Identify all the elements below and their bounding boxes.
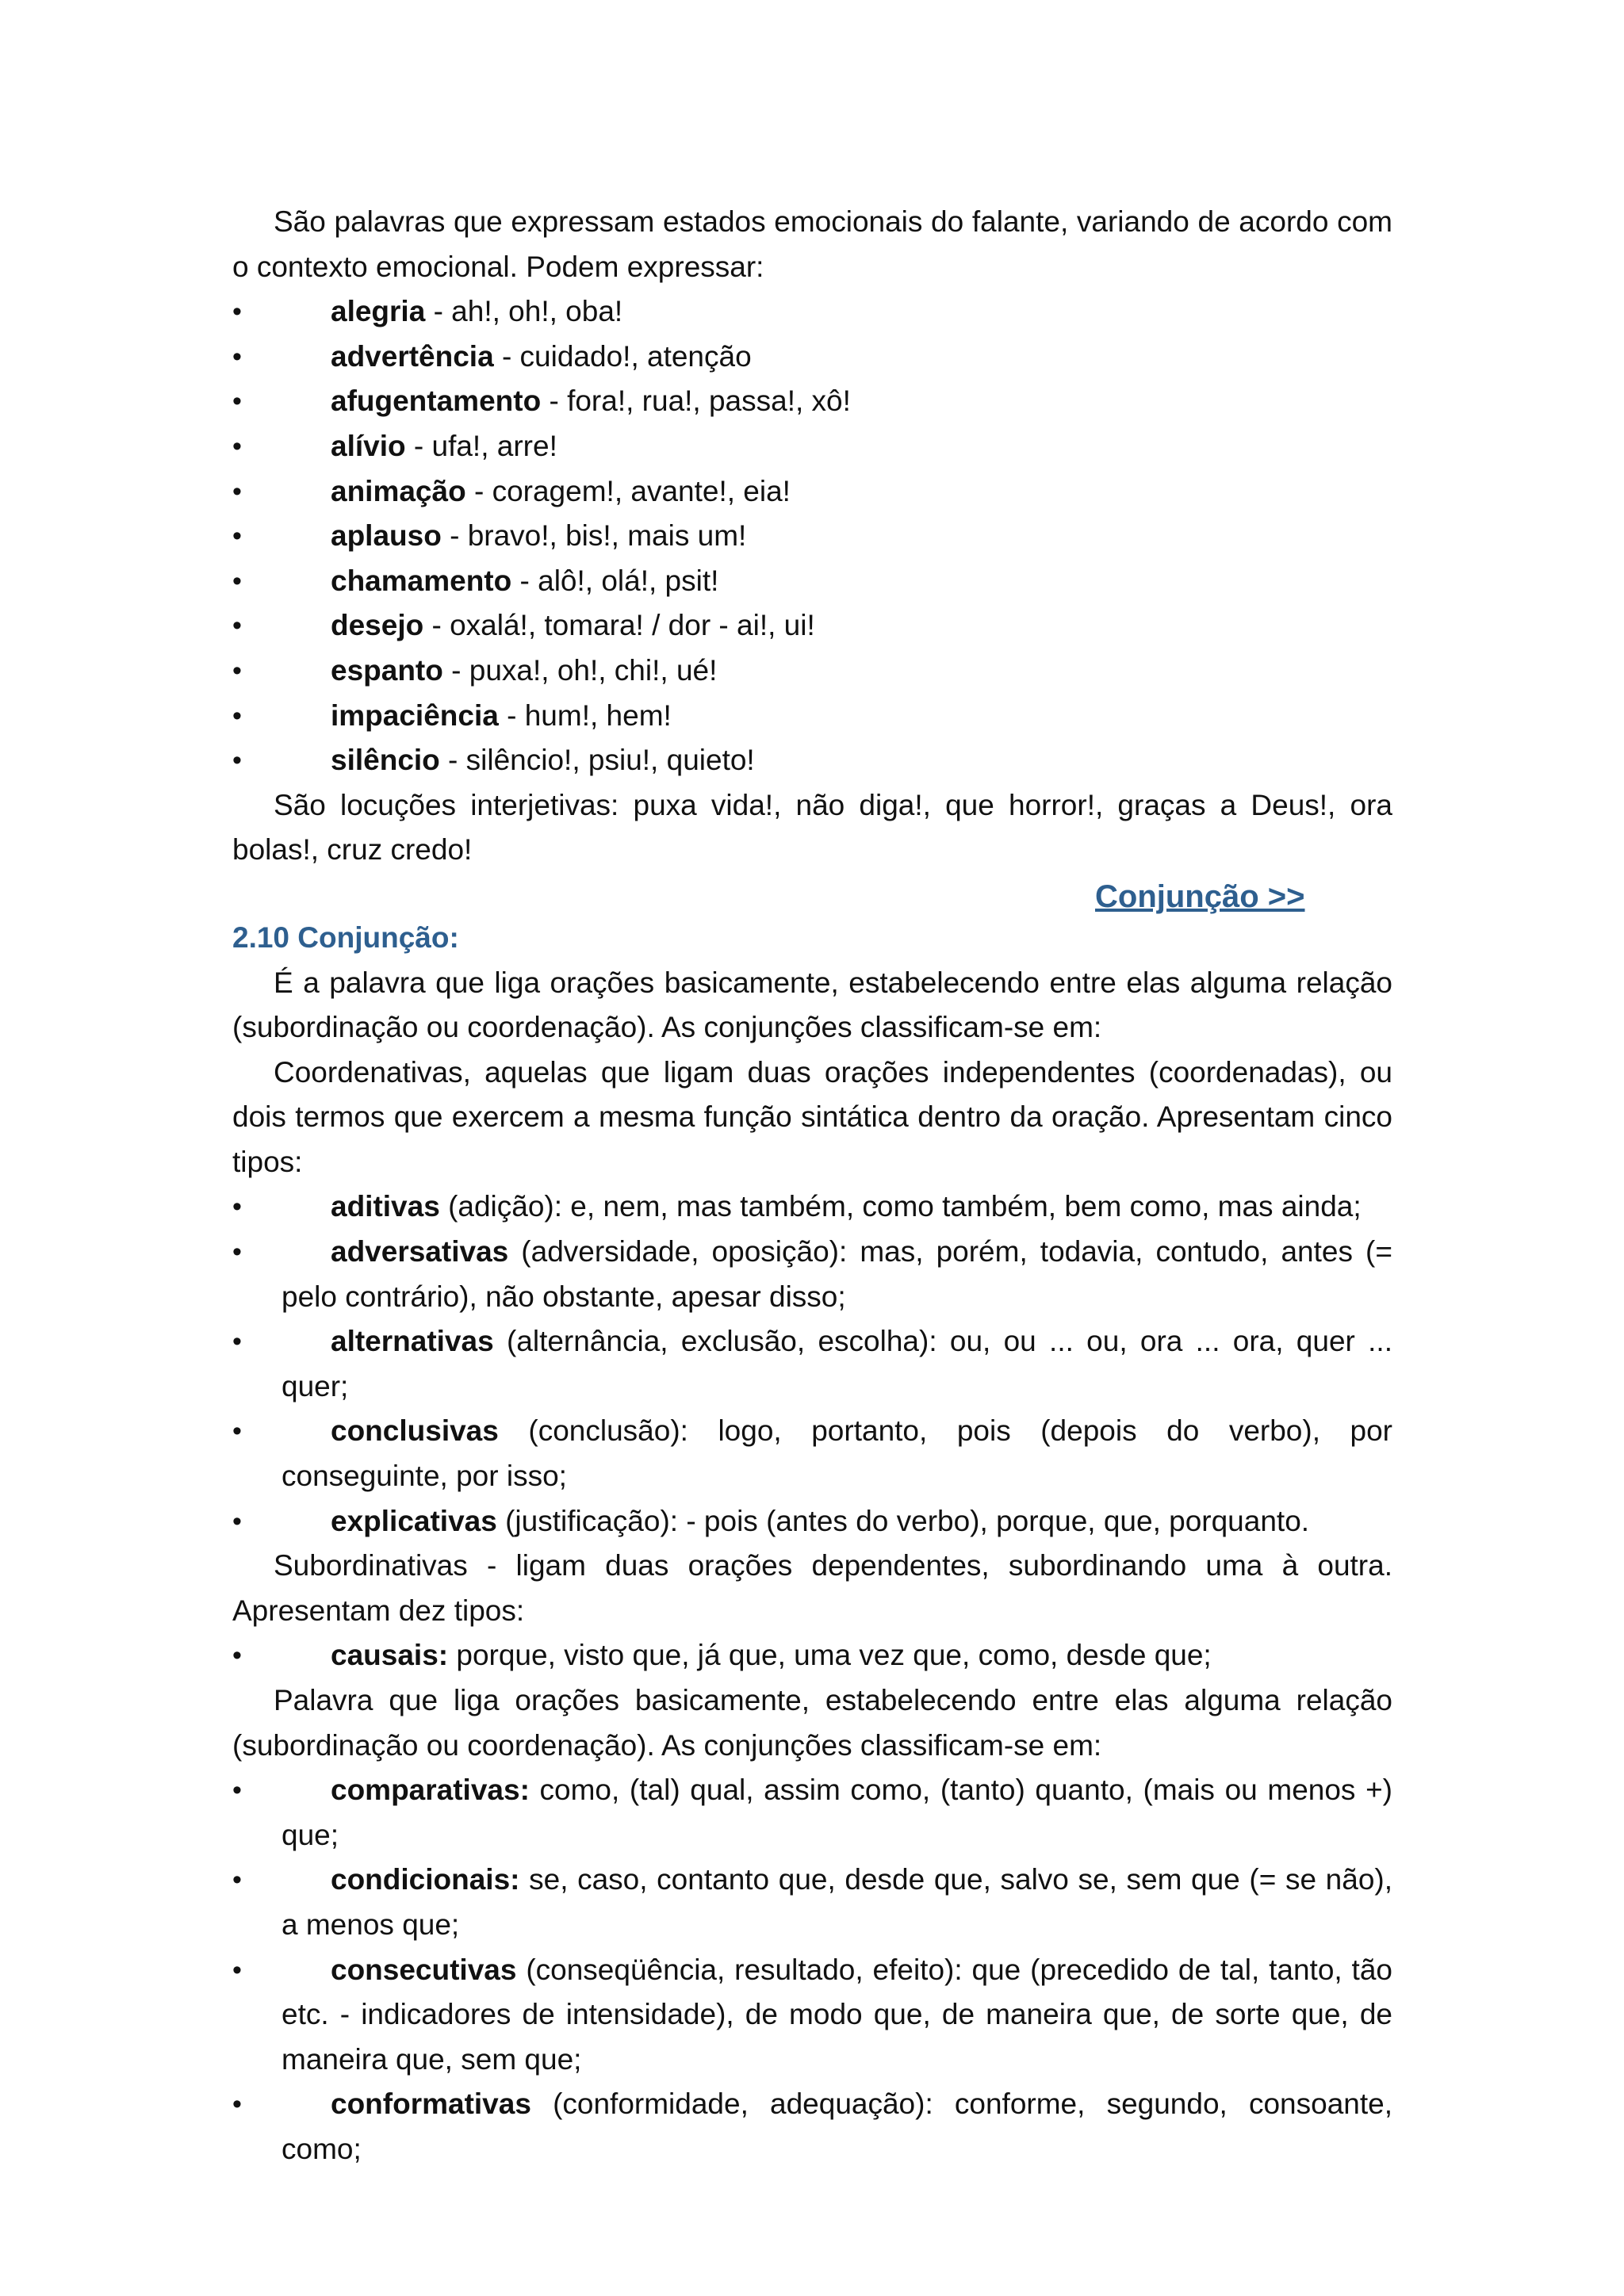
list-item — [232, 1409, 1392, 1498]
list-item-term: alegria — [331, 295, 426, 328]
subordinative-list-2 — [232, 1768, 1392, 2172]
list-item — [232, 1230, 1392, 1319]
list-item-term: aplauso — [331, 519, 442, 553]
list-item-term: desejo — [331, 609, 424, 642]
list-item — [232, 469, 1392, 515]
subord-intro-paragraph: Subordinativas - ligam duas orações dependentes, subordinando uma à outra. Apresentam dez tipos: — [232, 1549, 1392, 1627]
list-item-text: - oxalá!, tomara! / dor - ai!, ui! — [423, 609, 815, 642]
list-item-term: advertência — [331, 339, 494, 373]
list-item-term: animação — [331, 474, 466, 507]
list-item — [232, 1184, 1392, 1230]
list-item-text: - puxa!, oh!, chi!, ué! — [442, 653, 718, 687]
list-item — [232, 1948, 1392, 2083]
list-item — [232, 694, 1392, 739]
list-item-term: conformativas — [331, 2087, 531, 2121]
conjuncao-link[interactable]: Conjunção >> — [1095, 878, 1305, 914]
list-item — [232, 649, 1392, 694]
list-item-text: : e, nem, mas também, como também, bem como, mas ainda; — [553, 1190, 1362, 1223]
conj-intro-paragraph: É a palavra que liga orações basicamente, estabelecendo entre elas alguma relação (subordinação ou coordenação). As conjunções classificam-se em: — [232, 966, 1392, 1044]
list-item-term: silêncio — [331, 744, 440, 777]
list-item-term: chamamento — [331, 564, 512, 597]
document-body — [232, 200, 1392, 2172]
list-item-text: - bravo!, bis!, mais um! — [441, 519, 747, 553]
list-item — [232, 1858, 1392, 1947]
list-item-text: se, caso, contanto que, desde que, salvo se, sem que (= se não), a menos que; — [282, 1863, 1392, 1941]
coordinative-list — [232, 1184, 1392, 1544]
list-item — [232, 379, 1392, 424]
list-item-text: porque, visto que, já que, uma vez que, como, desde que; — [448, 1639, 1212, 1672]
list-item-term: espanto — [331, 653, 443, 687]
list-item-text: como, (tal) qual, assim como, (tanto) quanto, (mais ou menos +) que; — [282, 1774, 1392, 1851]
list-item-text: : que (precedido de tal, tanto, tão etc. - indicadores de intensidade), de modo que, de maneira que, de sorte que, de maneira que, sem que; — [282, 1953, 1392, 2076]
list-item — [232, 738, 1392, 783]
list-item-term: aditivas — [331, 1190, 440, 1223]
list-item-text: - ah!, oh!, oba! — [425, 295, 623, 328]
list-item-term: condicionais: — [331, 1863, 520, 1896]
link-row — [232, 873, 1392, 916]
list-item — [232, 1633, 1392, 1678]
list-item-paren: (alternância, exclusão, escolha) — [493, 1325, 929, 1358]
list-item-term: causais: — [331, 1639, 449, 1672]
list-item — [232, 603, 1392, 649]
list-item-term: alívio — [331, 429, 406, 462]
locucoes-paragraph: São locuções interjetivas: puxa vida!, não diga!, que horror!, graças a Deus!, ora bolas!, cruz credo! — [232, 788, 1392, 867]
repeat-intro-paragraph: Palavra que liga orações basicamente, estabelecendo entre elas alguma relação (subordinação ou coordenação). As conjunções classificam-se em: — [232, 1684, 1392, 1762]
list-item-text: - fora!, rua!, passa!, xô! — [541, 385, 851, 418]
list-item-text: - ufa!, arre! — [405, 429, 557, 462]
list-item — [232, 335, 1392, 380]
list-item-paren: (conformidade, adequação) — [530, 2087, 925, 2121]
list-item-text: : logo, portanto, pois (depois do verbo), por conseguinte, por isso; — [282, 1414, 1392, 1493]
list-item-term: comparativas: — [331, 1774, 530, 1807]
list-item-paren: (conclusão) — [498, 1414, 680, 1448]
list-item-term: afugentamento — [331, 385, 542, 418]
list-item — [232, 2082, 1392, 2172]
list-item — [232, 424, 1392, 469]
list-item-text: : ou, ou ... ou, ora ... ora, quer ... quer; — [282, 1325, 1392, 1402]
list-item-text: - hum!, hem! — [498, 698, 672, 732]
intro-paragraph: São palavras que expressam estados emocionais do falante, variando de acordo com o contexto emocional. Podem expressar: — [232, 205, 1392, 283]
list-item-text: - cuidado!, atenção — [493, 339, 752, 373]
list-item-term: consecutivas — [331, 1953, 517, 1986]
list-item — [232, 1319, 1392, 1409]
list-item-text: : - pois (antes do verbo), porque, que, porquanto. — [669, 1504, 1310, 1537]
list-item-term: conclusivas — [331, 1414, 499, 1448]
list-item — [232, 289, 1392, 335]
list-item — [232, 1499, 1392, 1544]
list-item-text: - coragem!, avante!, eia! — [465, 474, 791, 507]
list-item-paren: (justificação) — [496, 1504, 670, 1537]
list-item-term: alternativas — [331, 1325, 494, 1358]
list-item-text: - alô!, olá!, psit! — [511, 564, 719, 597]
list-item — [232, 559, 1392, 604]
list-item-term: adversativas — [331, 1235, 509, 1269]
list-item — [232, 514, 1392, 559]
list-item-term: explicativas — [331, 1504, 497, 1537]
subordinative-list-1 — [232, 1633, 1392, 1678]
interjection-list — [232, 289, 1392, 783]
list-item-paren: (adversidade, oposição) — [508, 1235, 839, 1269]
list-item-term: impaciência — [331, 698, 499, 732]
list-item — [232, 1768, 1392, 1858]
section-title: 2.10 Conjunção: — [232, 920, 459, 954]
list-item-paren: (adição) — [439, 1190, 554, 1223]
list-item-text: : conforme, segundo, consoante, como; — [282, 2087, 1392, 2165]
list-item-paren: (conseqüência, resultado, efeito) — [516, 1953, 955, 1986]
coord-intro-paragraph: Coordenativas, aquelas que ligam duas orações independentes (coordenadas), ou dois termos que exercem a mesma função sintática dentro da oração. Apresentam cinco tipos: — [232, 1055, 1392, 1178]
list-item-text: - silêncio!, psiu!, quieto! — [439, 744, 755, 777]
list-item-text: : mas, porém, todavia, contudo, antes (= pelo contrário), não obstante, apesar disso; — [282, 1235, 1392, 1313]
